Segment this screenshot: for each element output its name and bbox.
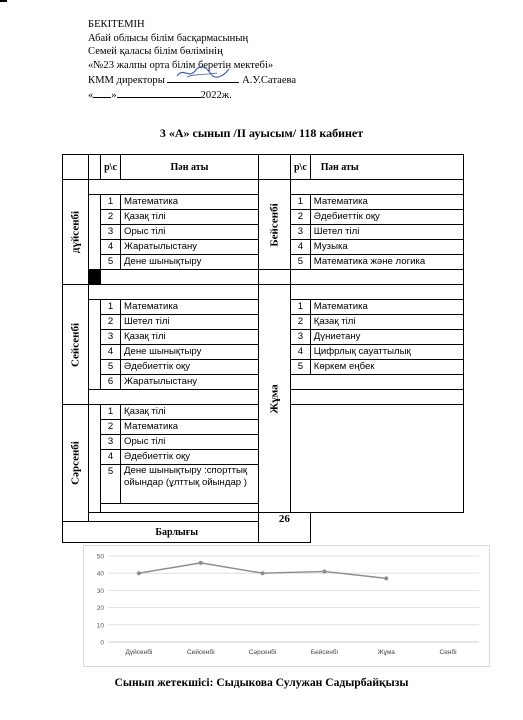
lesson-num: 5 <box>291 360 311 375</box>
lesson-num: 3 <box>101 330 121 345</box>
date-year: 2022ж. <box>200 89 232 101</box>
total-label: Барлығы <box>63 522 291 543</box>
lesson-num: 1 <box>101 405 121 420</box>
header-subject-right: Пән аты <box>310 155 463 180</box>
lesson-num: 4 <box>291 240 311 255</box>
lesson-subject: Қазақ тілі <box>121 330 259 345</box>
signature-line <box>167 72 239 83</box>
class-teacher-line: Сынып жетекшісі: Сыдыкова Сулужан Садырбайқызы <box>114 676 409 689</box>
lesson-subject: Математика <box>121 300 259 315</box>
date-line <box>88 88 296 103</box>
y-tick-label: 20 <box>96 605 104 613</box>
lesson-num: 6 <box>101 375 121 390</box>
lesson-subject: Математика <box>310 195 463 210</box>
header-num-right: р\с <box>291 155 311 180</box>
lesson-subject: Музыка <box>310 240 463 255</box>
lesson-subject: Математика <box>121 420 259 435</box>
lesson-subject: Қазақ тілі <box>121 405 259 420</box>
day-label: Сейсенбі <box>69 322 81 367</box>
lesson-num: 1 <box>101 195 121 210</box>
header-num-left: р\с <box>101 155 121 180</box>
lesson-num: 2 <box>101 420 121 435</box>
x-tick-label: Сенбі <box>439 649 457 656</box>
day-cell-tuesday <box>63 285 89 405</box>
lesson-num: 3 <box>291 225 311 240</box>
lesson-subject: Математика <box>310 300 463 315</box>
approval-line-2: Семей қаласы білім бөлімінің <box>88 46 223 58</box>
lesson-num: 2 <box>101 210 121 225</box>
spacer-row <box>63 180 464 195</box>
lesson-subject: Орыс тілі <box>121 435 259 450</box>
lesson-num: 1 <box>291 300 311 315</box>
x-tick-label: Дүйсенбі <box>125 649 153 656</box>
lesson-num: 4 <box>101 450 121 465</box>
lesson-num: 5 <box>291 255 311 270</box>
lesson-subject: Әдебиеттік оқу <box>121 450 259 465</box>
table-header <box>63 155 464 180</box>
thick-marker <box>89 270 101 285</box>
lesson-subject: Қазақ тілі <box>121 210 259 225</box>
date-month-blank <box>117 88 201 98</box>
day-cell-thursday <box>259 180 291 270</box>
day-cell-friday <box>259 285 291 513</box>
approval-line-3: «№23 жалпы орта білім беретін мектебі» <box>88 59 274 71</box>
lesson-subject: Көркем еңбек <box>310 360 463 375</box>
approval-title: БЕКІТЕМІН <box>88 19 145 30</box>
lesson-num: 1 <box>291 195 311 210</box>
schedule-table <box>62 154 464 543</box>
date-close-quote: » <box>111 89 117 101</box>
director-name: А.У.Сатаева <box>242 75 297 87</box>
lesson-subject: Цифрлық сауаттылық <box>310 345 463 360</box>
lesson-num: 2 <box>101 315 121 330</box>
lesson-subject: Дүниетану <box>310 330 463 345</box>
x-tick-label: Бейсенбі <box>310 649 338 656</box>
lesson-subject: Дене шынықтыру <box>121 345 259 360</box>
data-point <box>199 561 203 565</box>
lesson-num: 4 <box>101 240 121 255</box>
lesson-subject: Шетел тілі <box>310 225 463 240</box>
data-point <box>384 576 388 580</box>
lesson-subject: Дене шынықтыру :спорттық ойындар (ұлттық ойындар ) <box>121 465 259 504</box>
lesson-subject: Қазақ тілі <box>310 315 463 330</box>
lesson-num: 5 <box>101 465 121 504</box>
day-label: Сәрсенбі <box>69 441 81 485</box>
lesson-num: 2 <box>291 315 311 330</box>
date-day-blank <box>93 88 111 98</box>
y-tick-label: 30 <box>96 587 104 595</box>
spacer-row <box>63 285 464 300</box>
date-open-quote: « <box>88 89 94 101</box>
total-row <box>63 522 464 543</box>
director-prefix: КММ директоры <box>88 75 165 87</box>
day-label: Жұма <box>268 383 280 414</box>
lesson-subject: Әдебиеттік оқу <box>121 360 259 375</box>
y-tick-label: 50 <box>96 553 104 561</box>
lesson-subject: Әдебиеттік оқу <box>310 210 463 225</box>
lesson-num: 2 <box>291 210 311 225</box>
day-cell-wednesday <box>63 405 89 522</box>
lesson-subject: Жаратылыстану <box>121 240 259 255</box>
data-point <box>322 569 326 573</box>
day-cell-monday <box>63 180 89 285</box>
y-tick-label: 0 <box>100 639 104 647</box>
day-label: дүйсенбі <box>69 210 81 254</box>
signature-image <box>173 65 233 81</box>
lesson-num: 1 <box>101 300 121 315</box>
total-value: 26 <box>259 513 311 543</box>
lesson-load-chart <box>83 545 490 667</box>
y-tick-label: 10 <box>96 622 104 630</box>
edge-mark <box>0 0 7 2</box>
data-point <box>261 571 265 575</box>
x-tick-label: Сәрсенбі <box>248 649 277 656</box>
series-line <box>139 563 386 578</box>
lesson-num: 3 <box>291 330 311 345</box>
data-point <box>137 571 141 575</box>
table-row <box>63 270 464 285</box>
x-tick-label: Сейсенбі <box>186 649 215 656</box>
spacer-row <box>63 513 464 522</box>
lesson-subject: Дене шынықтыру <box>121 255 259 270</box>
approval-line-1: Абай облысы білім басқармасының <box>88 32 249 44</box>
director-line <box>88 72 296 88</box>
lesson-subject: Математика <box>121 195 259 210</box>
lesson-subject: Орыс тілі <box>121 225 259 240</box>
lesson-num: 4 <box>101 345 121 360</box>
x-tick-label: Жұма <box>377 649 395 656</box>
lesson-subject: Жаратылыстану <box>121 375 259 390</box>
day-label: Бейсенбі <box>268 202 280 247</box>
chart-svg <box>84 546 489 666</box>
schedule-heading: 3 «А» сынып /ІІ ауысым/ 118 кабинет <box>159 126 364 140</box>
approval-block <box>88 18 296 103</box>
lesson-num: 5 <box>101 255 121 270</box>
lesson-subject: Математика және логика <box>310 255 463 270</box>
header-subject-left: Пән аты <box>121 155 259 180</box>
lesson-num: 4 <box>291 345 311 360</box>
lesson-num: 3 <box>101 435 121 450</box>
lesson-num: 3 <box>101 225 121 240</box>
lesson-subject: Шетел тілі <box>121 315 259 330</box>
y-tick-label: 40 <box>96 570 104 578</box>
lesson-num: 5 <box>101 360 121 375</box>
